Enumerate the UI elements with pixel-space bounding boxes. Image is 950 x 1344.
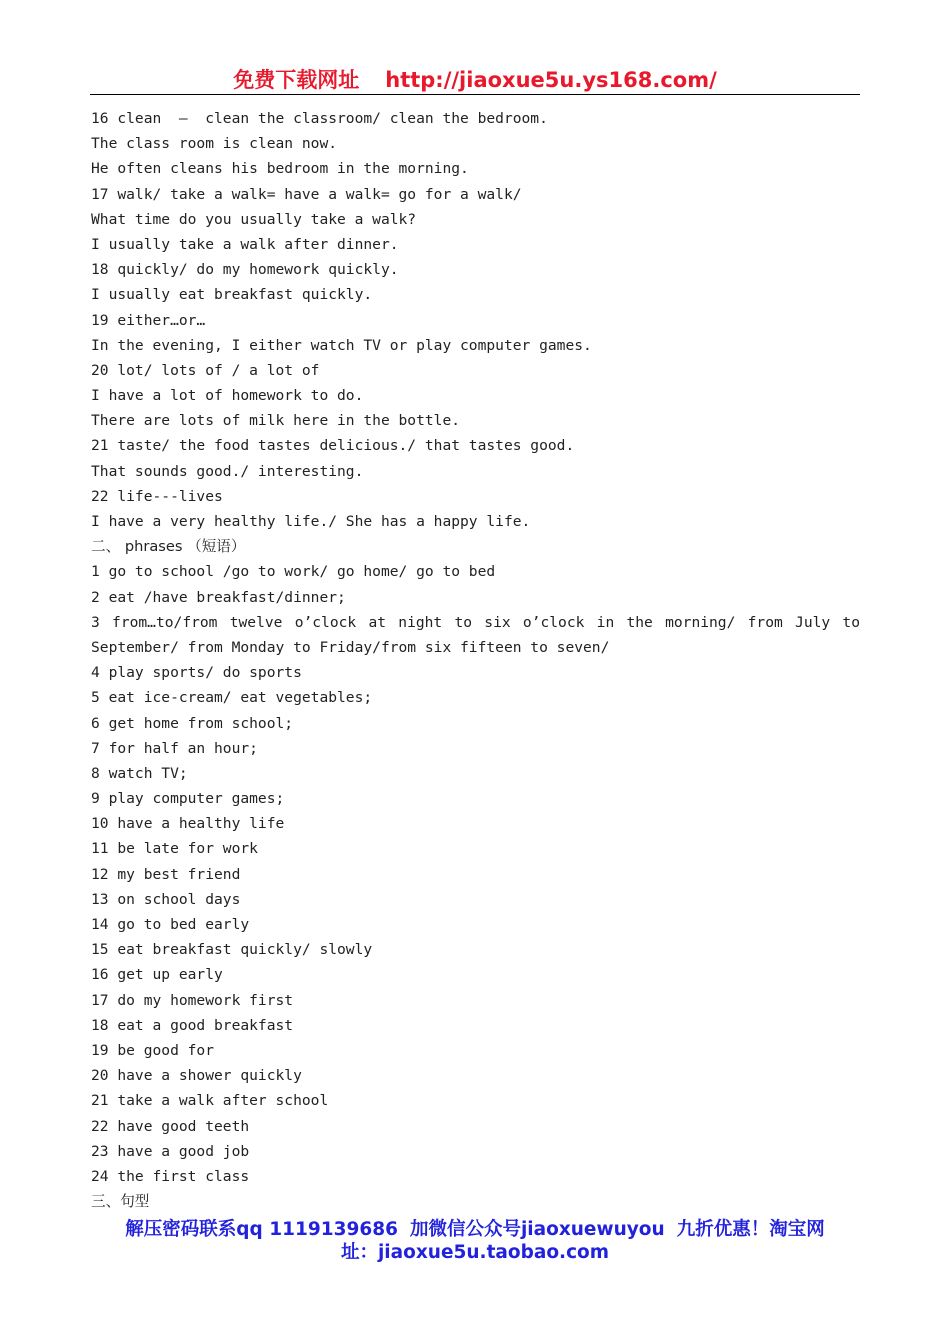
section-heading-phrases: 二、 phrases （短语） bbox=[91, 538, 246, 556]
phrase-item: 3 from…to/from twelve o’clock at night to six o’clock in the morning/ from July to bbox=[91, 613, 860, 631]
phrase-item: 20 have a shower quickly bbox=[91, 1067, 302, 1085]
header-divider bbox=[90, 94, 860, 95]
phrase-item: 7 for half an hour; bbox=[91, 739, 258, 757]
phrase-item: 19 be good for bbox=[91, 1041, 215, 1059]
text-line: In the evening, I either watch TV or play computer games. bbox=[91, 336, 592, 354]
phrase-item: 10 have a healthy life bbox=[91, 815, 285, 833]
phrase-item: 23 have a good job bbox=[91, 1142, 250, 1160]
page-header bbox=[0, 64, 950, 94]
phrase-item: 13 on school days bbox=[91, 890, 241, 908]
text-line: 16 clean – clean the classroom/ clean the bedroom. bbox=[91, 110, 548, 127]
phrase-item: 2 eat /have breakfast/dinner; bbox=[91, 588, 346, 606]
text-line: 18 quickly/ do my homework quickly. bbox=[91, 261, 399, 279]
footer-line-1 bbox=[0, 1218, 950, 1241]
header-label: 免费下载网址 bbox=[233, 68, 360, 92]
text-line: He often cleans his bedroom in the morning. bbox=[91, 160, 469, 178]
footer-discount: 九折优惠！淘宝网 bbox=[676, 1219, 825, 1240]
phrase-item: 4 play sports/ do sports bbox=[91, 664, 302, 682]
footer-taobao-link[interactable]: 址：jiaoxue5u.taobao.com bbox=[340, 1242, 610, 1263]
phrase-item: 24 the first class bbox=[91, 1167, 250, 1185]
footer-password-contact: 解压密码联系qq 1119139686 bbox=[125, 1219, 398, 1240]
text-line: There are lots of milk here in the bottle. bbox=[91, 412, 461, 430]
text-line: 20 lot/ lots of / a lot of bbox=[91, 361, 320, 379]
phrase-item: 8 watch TV; bbox=[91, 764, 188, 782]
text-line: The class room is clean now. bbox=[91, 135, 338, 153]
text-line: 22 life---lives bbox=[91, 487, 223, 505]
phrase-item: 18 eat a good breakfast bbox=[91, 1016, 294, 1034]
document-body bbox=[91, 106, 860, 1214]
text-line: What time do you usually take a walk? bbox=[91, 210, 417, 228]
text-line: I usually take a walk after dinner. bbox=[91, 235, 399, 253]
phrase-item: 15 eat breakfast quickly/ slowly bbox=[91, 941, 373, 959]
section-heading-sentences: 三、句型 bbox=[91, 1193, 150, 1211]
phrase-item: 5 eat ice-cream/ eat vegetables; bbox=[91, 689, 373, 707]
text-line: I have a very healthy life./ She has a happy life. bbox=[91, 513, 531, 530]
phrase-item: 22 have good teeth bbox=[91, 1117, 250, 1135]
phrase-item: 9 play computer games; bbox=[91, 790, 285, 808]
phrase-item: 11 be late for work bbox=[91, 840, 258, 858]
text-line: That sounds good./ interesting. bbox=[91, 462, 364, 480]
phrase-item: 6 get home from school; bbox=[91, 714, 294, 732]
page-footer bbox=[0, 1218, 950, 1264]
text-line: I usually eat breakfast quickly. bbox=[91, 286, 373, 304]
phrase-item: 1 go to school /go to work/ go home/ go to bed bbox=[91, 563, 496, 581]
header-url-link[interactable]: http://jiaoxue5u.ys168.com/ bbox=[385, 68, 717, 92]
text-line: 19 either…or… bbox=[91, 311, 206, 329]
text-line: 21 taste/ the food tastes delicious./ that tastes good. bbox=[91, 437, 575, 455]
text-line: 17 walk/ take a walk= have a walk= go for a walk/ bbox=[91, 185, 522, 203]
phrase-item: 17 do my homework first bbox=[91, 991, 294, 1009]
footer-wechat: 加微信公众号jiaoxuewuyou bbox=[409, 1219, 665, 1240]
text-line: I have a lot of homework to do. bbox=[91, 387, 364, 405]
phrase-item: 14 go to bed early bbox=[91, 916, 250, 933]
phrase-item-continued: September/ from Monday to Friday/from six fifteen to seven/ bbox=[91, 638, 610, 656]
phrase-item: 12 my best friend bbox=[91, 865, 241, 883]
phrase-item: 16 get up early bbox=[91, 966, 223, 984]
phrase-item: 21 take a walk after school bbox=[91, 1092, 329, 1110]
